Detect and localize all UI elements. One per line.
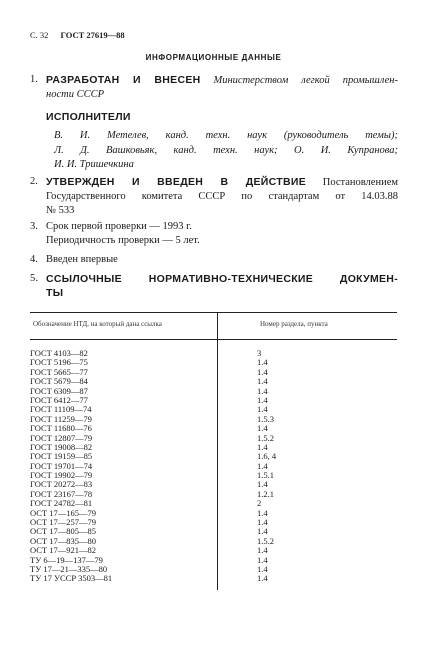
reference-document: ТУ 17 УССР 3503—81 [30, 573, 113, 584]
reference-section: 1.4 [257, 366, 268, 377]
reference-section: 2 [257, 498, 262, 509]
reference-section: 1.4 [257, 517, 268, 528]
reference-document: ГОСТ 24782—81 [30, 498, 93, 509]
section-5-line-1: ССЫЛОЧНЫЕ НОРМАТИВНО-ТЕХНИЧЕСКИЕ ДОКУМЕН- [46, 273, 398, 285]
section-2 [30, 175, 398, 218]
reference-document: ГОСТ 6309—87 [30, 385, 88, 396]
page-number: С. 32 [30, 30, 49, 40]
reference-document: ГОСТ 19159—85 [30, 451, 93, 462]
section-3-number: 3. [30, 221, 38, 232]
reference-document: ГОСТ 19008—82 [30, 441, 93, 452]
reference-section: 1.6, 4 [257, 451, 277, 462]
table-header-document: Обозначение НТД, на который дана ссылка [33, 320, 162, 328]
reference-document: ГОСТ 11259—79 [30, 413, 92, 424]
table-header-rule [30, 339, 397, 340]
reference-section: 1.4 [257, 507, 268, 518]
section-1 [30, 73, 398, 102]
reference-document: ГОСТ 19902—79 [30, 470, 93, 481]
executor-line-3: И. И. Тришечкина [54, 159, 134, 170]
section-4-text: Введен впервые [46, 254, 118, 265]
section-1-text: Министерством легкой промышлен- [213, 75, 398, 86]
reference-section: 1.4 [257, 441, 268, 452]
executor-kupranova: О. И. Купранова; [294, 144, 399, 156]
reference-document: ГОСТ 23167—78 [30, 488, 93, 499]
reference-section: 1.4 [257, 423, 268, 434]
reference-section: 1.4 [257, 545, 268, 556]
table-row [30, 574, 276, 583]
reference-section: 1.5.2 [257, 432, 274, 443]
reference-section: 1.4 [257, 554, 268, 565]
page-title: ИНФОРМАЦИОННЫЕ ДАННЫЕ [145, 53, 282, 62]
section-2-heading: УТВЕРЖДЕН И ВВЕДЕН В ДЕЙСТВИЕ [46, 176, 306, 188]
reference-document: ГОСТ 5665—77 [30, 366, 88, 377]
reference-document: ОСТ 17—257—79 [30, 517, 96, 528]
reference-section: 1.4 [257, 394, 268, 405]
reference-document: ГОСТ 5679—84 [30, 376, 88, 387]
section-2-text: Постановлением [322, 177, 398, 188]
reference-document: ОСТ 17—835—80 [30, 535, 96, 546]
executor-line-2 [54, 144, 398, 159]
reference-section: 1.5.2 [257, 535, 274, 546]
reference-document: ГОСТ 5196—75 [30, 357, 88, 368]
section-1-heading: РАЗРАБОТАН И ВНЕСЕН [46, 74, 201, 86]
section-3-line-1: Срок первой проверки — 1993 г. [46, 221, 192, 232]
executors-list [54, 129, 398, 173]
reference-document: ОСТ 17—165—79 [30, 507, 96, 518]
reference-section: 1.4 [257, 526, 268, 537]
reference-document: ОСТ 17—921—82 [30, 545, 96, 556]
reference-document: ГОСТ 19701—74 [30, 460, 93, 471]
section-4 [30, 253, 118, 267]
reference-document: ГОСТ 11680—76 [30, 423, 92, 434]
reference-section: 1.4 [257, 357, 268, 368]
reference-table-body [30, 349, 276, 584]
executor-vashkovyak: Л. Д. Вашковьяк, канд. техн. наук; [54, 144, 278, 156]
section-1-number: 1. [30, 74, 38, 85]
section-5 [30, 272, 398, 300]
standard-number: ГОСТ 27619—88 [60, 30, 125, 40]
reference-section: 1.5.3 [257, 413, 274, 424]
page-header [30, 30, 125, 40]
section-1-line-2: ности СССР [46, 89, 105, 100]
executor-line-1: В. И. Метелев, канд. техн. наук (руководитель темы); [54, 130, 398, 141]
reference-section: 1.4 [257, 404, 268, 415]
section-2-line-3: № 533 [46, 205, 75, 216]
reference-document: ОСТ 17—805—85 [30, 526, 96, 537]
reference-document: ГОСТ 4103—82 [30, 348, 88, 358]
section-5-number: 5. [30, 273, 39, 284]
table-top-rule [30, 312, 397, 313]
reference-section: 1.4 [257, 376, 268, 387]
section-5-line-2: ТЫ [46, 287, 64, 299]
executors-heading: ИСПОЛНИТЕЛИ [46, 111, 131, 123]
reference-section: 1.2.1 [257, 488, 274, 499]
reference-section: 1.4 [257, 460, 268, 471]
reference-document: ТУ 6—19—137—79 [30, 554, 103, 565]
reference-document: ТУ 17—21—335—80 [30, 563, 108, 574]
section-2-number: 2. [30, 176, 38, 187]
reference-document: ГОСТ 20272—83 [30, 479, 93, 490]
section-1-line-1 [46, 73, 398, 88]
reference-document: ГОСТ 6412—77 [30, 394, 88, 405]
section-2-line-1 [46, 175, 398, 190]
reference-section: 3 [257, 348, 262, 358]
section-3-line-2: Периодичность проверки — 5 лет. [46, 235, 200, 246]
section-4-number: 4. [30, 254, 38, 265]
reference-document: ГОСТ 12807—79 [30, 432, 93, 443]
reference-section: 1.4 [257, 479, 268, 490]
section-2-line-2: Государственного комитета СССР по стандартам от 14.03.88 [46, 191, 398, 202]
reference-section: 1.5.1 [257, 470, 274, 481]
section-3 [30, 220, 398, 248]
reference-section: 1.4 [257, 385, 268, 396]
reference-section: 1.4 [257, 573, 268, 584]
reference-section: 1.4 [257, 563, 268, 574]
table-header-section: Номер раздела, пункта [260, 320, 328, 328]
reference-document: ГОСТ 11109—74 [30, 404, 92, 415]
